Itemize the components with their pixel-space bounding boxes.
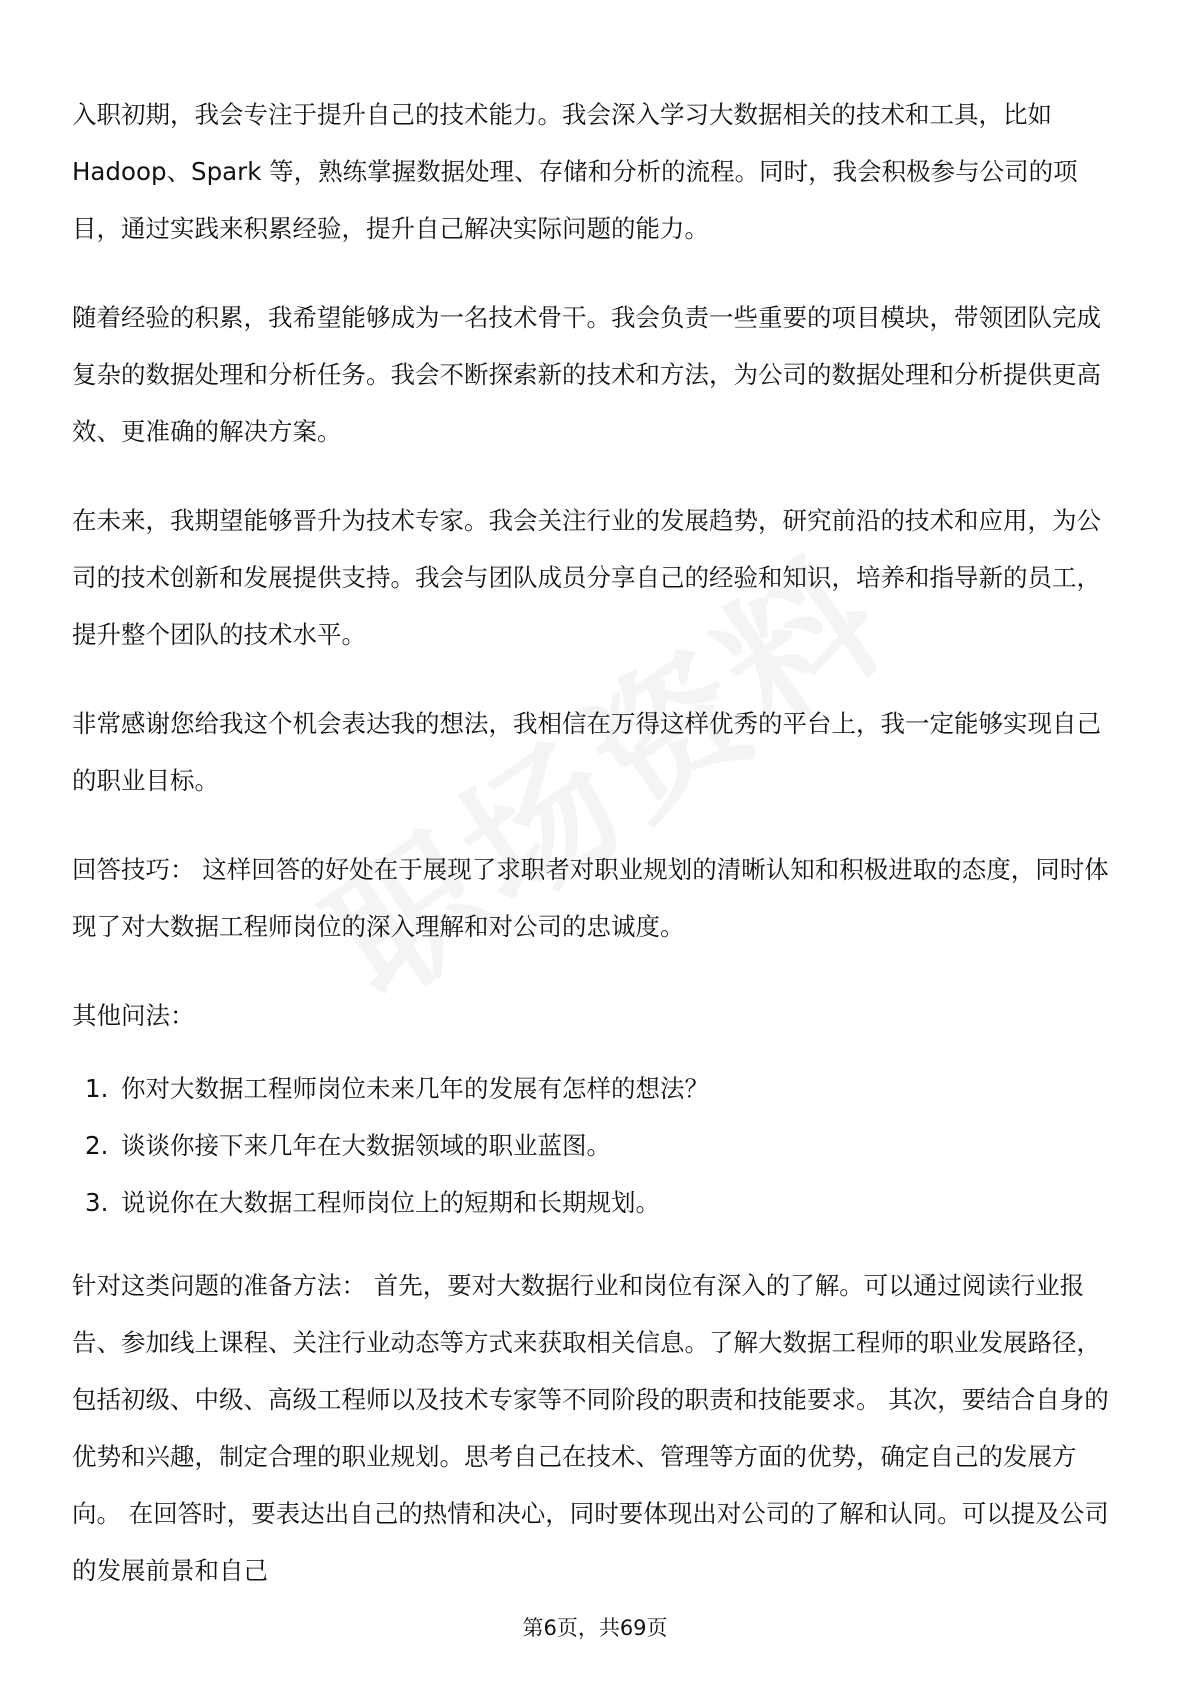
paragraph-early-career: 入职初期，我会专注于提升自己的技术能力。我会深入学习大数据相关的技术和工具，比如 Hadoop、Spark 等，熟练掌握数据处理、存储和分析的流程。同时，我会积极参与公司的项目，通过实践来积累经验，提升自己解决实际问题的能力。 <box>72 100 1078 243</box>
list-item-number: 1. <box>85 1074 109 1103</box>
document-body <box>72 86 1112 1599</box>
paragraph-answer-tips: 回答技巧： 这样回答的好处在于展现了求职者对职业规划的清晰认知和积极进取的态度，同时体现了对大数据工程师岗位的深入理解和对公司的忠诚度。 <box>72 855 1109 941</box>
list-item-text: 说说你在大数据工程师岗位上的短期和长期规划。 <box>121 1188 660 1217</box>
page-number: 第6页，共69页 <box>522 1616 668 1640</box>
list-item <box>72 1117 1112 1174</box>
list-item-text: 你对大数据工程师岗位未来几年的发展有怎样的想法？ <box>121 1074 709 1103</box>
paragraph-tech-backbone: 随着经验的积累，我希望能够成为一名技术骨干。我会负责一些重要的项目模块，带领团队完成复杂的数据处理和分析任务。我会不断探索新的技术和方法，为公司的数据处理和分析提供更高效、更准确的解决方案。 <box>72 303 1101 446</box>
paragraph-preparation-method: 针对这类问题的准备方法： 首先，要对大数据行业和岗位有深入的了解。可以通过阅读行业报告、参加线上课程、关注行业动态等方式来获取相关信息。了解大数据工程师的职业发展路径，包括初级、中级、高级工程师以及技术专家等不同阶段的职责和技能要求。 其次，要结合自身的优势和兴趣，制定合理的职业规划。思考自己在技术、管理等方面的优势，确定自己的发展方向。 在回答时，要表达出自己的热情和决心，同时要体现出对公司的了解和认同。可以提及公司的发展前景和自己 <box>72 1271 1109 1585</box>
other-questions-list <box>72 1060 1112 1231</box>
list-item <box>72 1174 1112 1231</box>
paragraph-thanks: 非常感谢您给我这个机会表达我的想法，我相信在万得这样优秀的平台上，我一定能够实现自己的职业目标。 <box>72 709 1101 795</box>
list-item <box>72 1060 1112 1117</box>
paragraph-tech-expert: 在未来，我期望能够晋升为技术专家。我会关注行业的发展趋势，研究前沿的技术和应用，为公司的技术创新和发展提供支持。我会与团队成员分享自己的经验和知识，培养和指导新的员工，提升整个团队的技术水平。 <box>72 506 1101 649</box>
list-item-number: 3. <box>85 1188 109 1217</box>
list-item-text: 谈谈你接下来几年在大数据领域的职业蓝图。 <box>121 1131 611 1160</box>
list-item-number: 2. <box>85 1131 109 1160</box>
paragraph-other-questions-heading: 其他问法： <box>72 1001 195 1030</box>
